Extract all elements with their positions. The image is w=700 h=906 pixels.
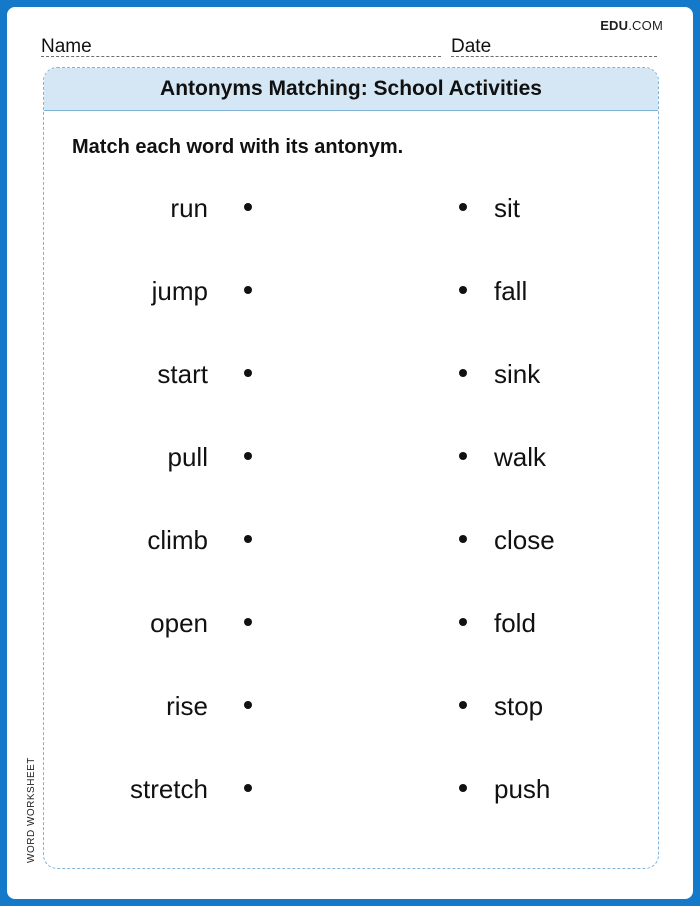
panel-header bbox=[44, 68, 658, 111]
date-field[interactable] bbox=[451, 31, 657, 57]
right-dot[interactable] bbox=[459, 784, 467, 792]
right-word: walk bbox=[494, 442, 547, 472]
left-dot[interactable] bbox=[244, 784, 252, 792]
left-dot[interactable] bbox=[244, 535, 252, 543]
left-dot[interactable] bbox=[244, 369, 252, 377]
right-word: sink bbox=[494, 359, 541, 389]
right-word: close bbox=[494, 525, 555, 555]
right-dot[interactable] bbox=[459, 452, 467, 460]
right-dot[interactable] bbox=[459, 286, 467, 294]
worksheet-page bbox=[7, 7, 693, 899]
left-word: jump bbox=[151, 276, 208, 306]
match-row bbox=[44, 525, 658, 555]
left-word: rise bbox=[166, 691, 208, 721]
brand-part1: EDU bbox=[600, 18, 629, 33]
left-dot[interactable] bbox=[244, 286, 252, 294]
date-label: Date bbox=[451, 36, 492, 57]
left-dot[interactable] bbox=[244, 203, 252, 211]
left-dot[interactable] bbox=[244, 452, 252, 460]
right-word: fold bbox=[494, 608, 536, 638]
right-word: stop bbox=[494, 691, 544, 721]
left-dot[interactable] bbox=[244, 618, 252, 626]
brand-part2: .COM bbox=[628, 18, 663, 33]
right-word: fall bbox=[494, 276, 528, 306]
match-row bbox=[44, 608, 658, 638]
right-word: push bbox=[494, 774, 551, 804]
vertical-label: WORD WORKSHEET bbox=[26, 757, 37, 863]
right-dot[interactable] bbox=[459, 618, 467, 626]
right-dot[interactable] bbox=[459, 701, 467, 709]
left-dot[interactable] bbox=[244, 701, 252, 709]
name-field[interactable] bbox=[41, 31, 441, 57]
left-word: climb bbox=[147, 525, 208, 555]
match-row bbox=[44, 276, 658, 306]
match-row bbox=[44, 691, 658, 721]
match-row bbox=[44, 442, 658, 472]
match-row bbox=[44, 193, 658, 223]
match-row bbox=[44, 359, 658, 389]
right-dot[interactable] bbox=[459, 369, 467, 377]
right-word: sit bbox=[494, 193, 520, 223]
match-row bbox=[44, 774, 658, 804]
name-label: Name bbox=[41, 36, 92, 57]
right-dot[interactable] bbox=[459, 203, 467, 211]
panel-title: Antonyms Matching: School Activities bbox=[160, 77, 542, 100]
left-word: start bbox=[157, 359, 208, 389]
right-dot[interactable] bbox=[459, 535, 467, 543]
left-word: run bbox=[170, 193, 208, 223]
left-word: stretch bbox=[129, 774, 208, 804]
instructions: Match each word with its antonym. bbox=[72, 136, 404, 158]
left-word: pull bbox=[167, 442, 208, 472]
matching-panel bbox=[43, 67, 659, 869]
left-word: open bbox=[150, 608, 208, 638]
